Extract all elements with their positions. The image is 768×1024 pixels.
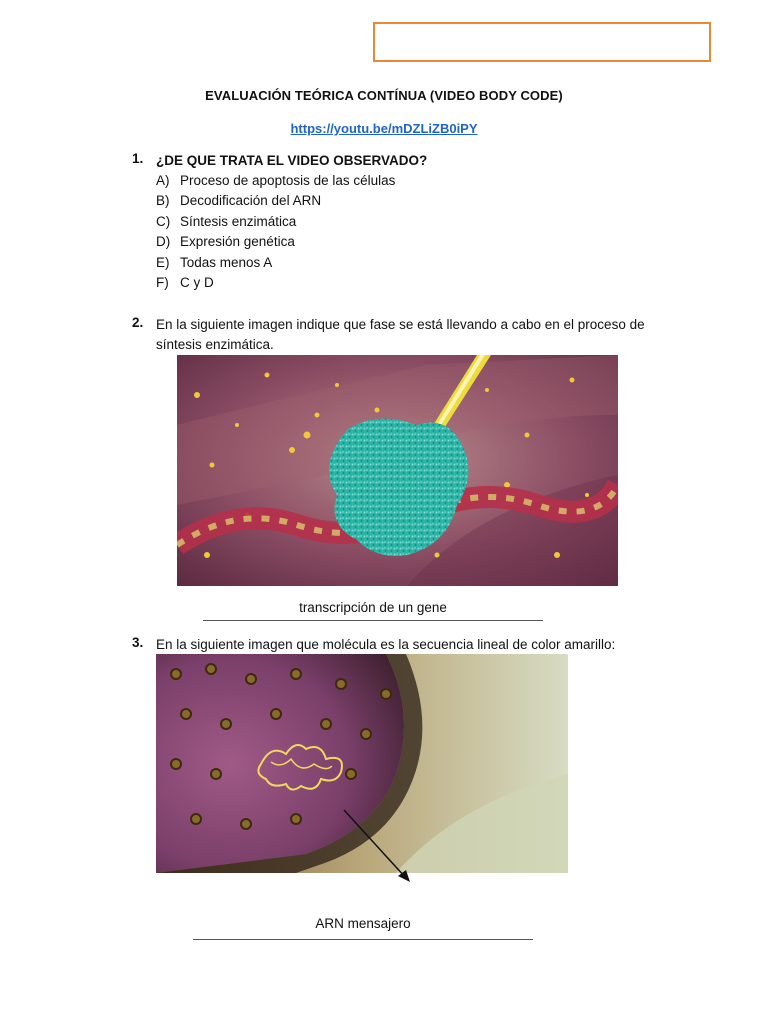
question-3-answer: ARN mensajero (315, 916, 411, 931)
option-letter: A) (156, 173, 170, 188)
option-text: C y D (180, 274, 214, 290)
question-text: En la siguiente imagen indique que fase se está llevando a cabo en el proceso de síntesis enzimática. (156, 317, 645, 352)
page-title: EVALUACIÓN TEÓRICA CONTÍNUA (VIDEO BODY CODE) (205, 88, 563, 103)
option-letter: F) (156, 274, 169, 290)
question-number: 3. (132, 635, 144, 650)
option-letter: C) (156, 213, 171, 229)
question-text: ¿DE QUE TRATA EL VIDEO OBSERVADO? (156, 153, 428, 168)
option-letter: E) (156, 254, 170, 270)
answer-line (203, 620, 543, 621)
option-text: Decodificación del ARN (180, 193, 322, 209)
option-text: Proceso de apoptosis de las células (180, 173, 396, 188)
option-text: Todas menos A (180, 254, 273, 270)
question-2-answer: transcripción de un gene (299, 600, 447, 615)
video-link[interactable]: https://youtu.be/mDZLiZB0iPY (290, 121, 478, 136)
question-number: 1. (132, 151, 144, 166)
option-text: Síntesis enzimática (180, 213, 297, 229)
question-number: 2. (132, 315, 144, 330)
pointer-arrow (340, 808, 420, 888)
name-box (373, 22, 711, 62)
question-text: En la siguiente imagen que molécula es la secuencia lineal de color amarillo: (156, 637, 616, 652)
transcription-image (177, 355, 618, 586)
option-letter: D) (156, 234, 171, 250)
option-letter: B) (156, 193, 170, 209)
answer-line (193, 939, 533, 940)
option-text: Expresión genética (180, 234, 295, 250)
